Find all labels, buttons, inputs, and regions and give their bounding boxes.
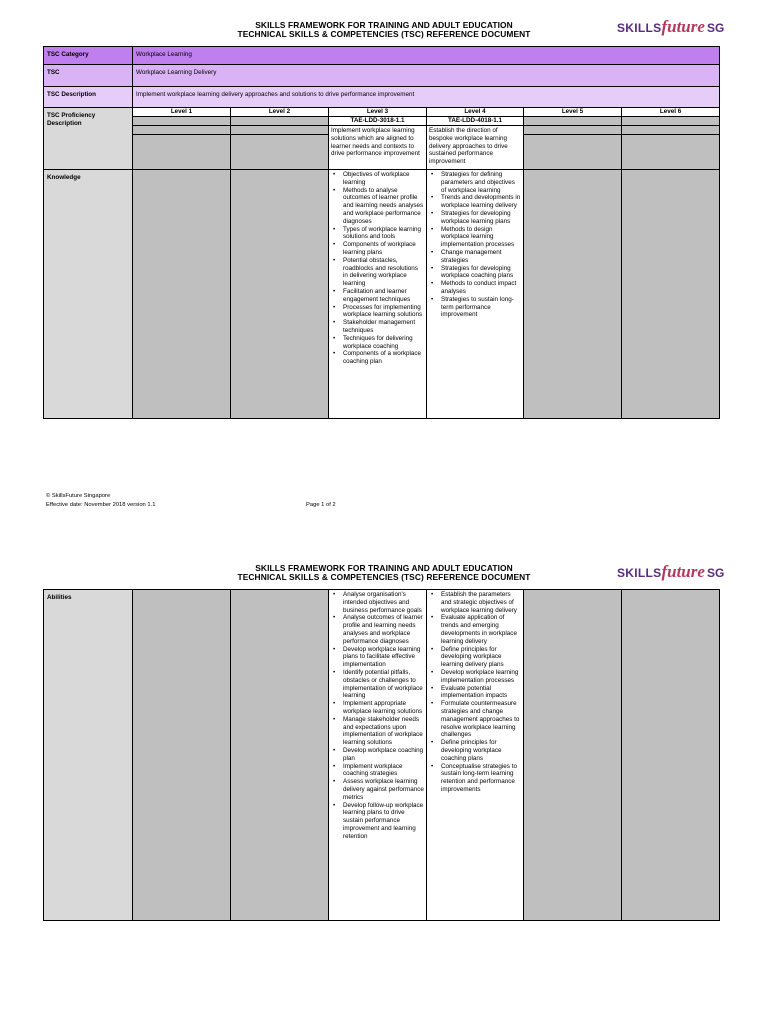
knowledge-item: • Strategies for defining parameters and objectives of workplace learning <box>441 171 521 194</box>
ability-item: • Analyse organisation's intended objectives and business performance goals <box>343 591 424 614</box>
row-tsc-category <box>44 47 720 65</box>
document-title-line2-page2: TECHNICAL SKILLS & COMPETENCIES (TSC) REFERENCE DOCUMENT <box>237 572 531 582</box>
ability-item: • Implement workplace coaching strategies <box>343 763 424 779</box>
level-1-gap-cell <box>133 126 231 135</box>
level-5-description-cell <box>524 135 622 170</box>
abilities-level-2-cell <box>231 590 329 921</box>
level-4-header: Level 4 <box>427 108 524 117</box>
tsc-table-page1 <box>43 46 720 419</box>
level-5-header: Level 5 <box>524 108 622 117</box>
tsc-proficiency-label: TSC Proficiency Description <box>44 108 133 170</box>
row-level-gap <box>44 126 720 135</box>
row-level-headers <box>44 108 720 117</box>
knowledge-item: • Components of a workplace coaching plan <box>343 350 424 366</box>
logo-text-skills: SKILLS <box>617 21 662 35</box>
abilities-level-4-bullets <box>427 590 523 795</box>
knowledge-level-5-cell <box>524 170 622 419</box>
level-1-description-cell <box>133 135 231 170</box>
skillsfuture-logo-page2 <box>617 562 725 581</box>
tsc-category-value: Workplace Learning <box>133 47 720 65</box>
ability-item: • Develop workplace learning plans to facilitate effective implementation <box>343 646 424 669</box>
knowledge-level-1-cell <box>133 170 231 419</box>
abilities-level-4-list <box>427 590 524 921</box>
row-level-codes <box>44 117 720 126</box>
level-1-code-cell <box>133 117 231 126</box>
level-5-gap-cell <box>524 126 622 135</box>
tsc-value: Workplace Learning Delivery <box>133 65 720 87</box>
knowledge-item: • Change management strategies <box>441 249 521 265</box>
level-2-description-cell <box>231 135 329 170</box>
logo-text-sg: SG <box>706 566 725 580</box>
knowledge-level-3-bullets <box>329 170 426 367</box>
ability-item: • Establish the parameters and strategic objectives of workplace learning delivery <box>441 591 521 614</box>
knowledge-level-3-list <box>329 170 427 419</box>
tsc-category-label: TSC Category <box>44 47 133 65</box>
level-6-gap-cell <box>622 126 720 135</box>
logo-text-future: future <box>661 562 705 581</box>
tsc-label: TSC <box>44 65 133 87</box>
knowledge-item: • Strategies for developing workplace learning plans <box>441 210 521 226</box>
abilities-label: Abilities <box>44 590 133 921</box>
ability-item: • Evaluate application of trends and emerging developments in workplace learning delivery <box>441 614 521 645</box>
tsc-description-label: TSC Description <box>44 87 133 108</box>
row-knowledge <box>44 170 720 419</box>
logo-text-future: future <box>661 17 705 36</box>
ability-item: • Identify potential pitfalls, obstacles or challenges to implementation of workplace learning <box>343 669 424 700</box>
abilities-level-5-cell <box>524 590 622 921</box>
level-3-code: TAE-LDD-3018-1.1 <box>329 117 427 126</box>
ability-item: • Conceptualise strategies to sustain long-term learning retention and performance improvements <box>441 763 521 794</box>
level-6-description-cell <box>622 135 720 170</box>
knowledge-item: • Objectives of workplace learning <box>343 171 424 187</box>
level-2-header: Level 2 <box>231 108 329 117</box>
row-tsc-description <box>44 87 720 108</box>
row-tsc <box>44 65 720 87</box>
level-1-header: Level 1 <box>133 108 231 117</box>
level-4-code: TAE-LDD-4018-1.1 <box>427 117 524 126</box>
knowledge-item: • Strategies to sustain long-term performance improvement <box>441 296 521 319</box>
knowledge-label: Knowledge <box>44 170 133 419</box>
ability-item: • Implement appropriate workplace learning solutions <box>343 700 424 716</box>
level-2-code-cell <box>231 117 329 126</box>
level-6-header: Level 6 <box>622 108 720 117</box>
tsc-description-value: Implement workplace learning delivery approaches and solutions to drive performance improvement <box>133 87 720 108</box>
ability-item: • Develop follow-up workplace learning plans to drive sustain performance improvement and learning retention <box>343 802 424 841</box>
knowledge-item: • Methods to analyse outcomes of learner profile and learning needs analyses and workplace performance diagnoses <box>343 187 424 226</box>
document-title-line1: SKILLS FRAMEWORK FOR TRAINING AND ADULT EDUCATION <box>255 20 513 30</box>
knowledge-item: • Stakeholder management techniques <box>343 319 424 335</box>
knowledge-item: • Methods to design workplace learning implementation processes <box>441 226 521 249</box>
level-5-code-cell <box>524 117 622 126</box>
level-4-description: Establish the direction of bespoke workplace learning delivery approaches to drive sustained performance improvement <box>427 126 524 170</box>
abilities-level-3-list <box>329 590 427 921</box>
knowledge-item: • Processes for implementing workplace learning solutions <box>343 304 424 320</box>
level-3-header: Level 3 <box>329 108 427 117</box>
ability-item: • Assess workplace learning delivery against performance metrics <box>343 778 424 801</box>
tsc-table-page2 <box>43 589 720 921</box>
knowledge-level-6-cell <box>622 170 720 419</box>
abilities-level-6-cell <box>622 590 720 921</box>
page-number: Page 1 of 2 <box>306 502 336 508</box>
abilities-level-3-bullets <box>329 590 426 842</box>
ability-item: • Evaluate potential implementation impacts <box>441 685 521 701</box>
level-6-code-cell <box>622 117 720 126</box>
knowledge-item: • Strategies for developing workplace coaching plans <box>441 265 521 281</box>
copyright-text: © SkillsFuture Singapore <box>46 493 111 499</box>
abilities-level-1-cell <box>133 590 231 921</box>
level-2-gap-cell <box>231 126 329 135</box>
ability-item: • Define principles for developing workplace learning delivery plans <box>441 646 521 669</box>
logo-text-sg: SG <box>706 21 725 35</box>
knowledge-level-4-bullets <box>427 170 523 320</box>
knowledge-level-2-cell <box>231 170 329 419</box>
ability-item: • Analyse outcomes of learner profile and learning needs analyses and workplace performance diagnoses <box>343 614 424 645</box>
knowledge-item: • Components of workplace learning plans <box>343 241 424 257</box>
knowledge-item: • Techniques for delivering workplace coaching <box>343 335 424 351</box>
skillsfuture-logo <box>617 17 725 36</box>
knowledge-item: • Facilitation and learner engagement techniques <box>343 288 424 304</box>
knowledge-item: • Potential obstacles, roadblocks and resolutions in delivering workplace learning <box>343 257 424 288</box>
ability-item: • Formulate countermeasure strategies and change management approaches to resolve workplace learning challenges <box>441 700 521 739</box>
ability-item: • Define principles for developing workplace coaching plans <box>441 739 521 762</box>
page-footer <box>46 492 155 509</box>
knowledge-item: • Types of workplace learning solutions and tools <box>343 226 424 242</box>
knowledge-item: • Trends and developments in workplace learning delivery <box>441 194 521 210</box>
level-3-description: Implement workplace learning solutions which are aligned to learner needs and contexts to drive performance improvement <box>329 126 427 170</box>
knowledge-item: • Methods to conduct impact analyses <box>441 280 521 296</box>
ability-item: • Develop workplace learning implementation processes <box>441 669 521 685</box>
knowledge-level-4-list <box>427 170 524 419</box>
document-title-line2: TECHNICAL SKILLS & COMPETENCIES (TSC) REFERENCE DOCUMENT <box>237 29 531 39</box>
row-abilities <box>44 590 720 921</box>
effective-date-text: Effective date: November 2018 version 1.1 <box>46 501 156 508</box>
ability-item: • Manage stakeholder needs and expectations upon implementation of workplace learning solutions <box>343 716 424 747</box>
logo-text-skills: SKILLS <box>617 566 662 580</box>
ability-item: • Develop workplace coaching plan <box>343 747 424 763</box>
document-title-line1-page2: SKILLS FRAMEWORK FOR TRAINING AND ADULT EDUCATION <box>255 563 513 573</box>
